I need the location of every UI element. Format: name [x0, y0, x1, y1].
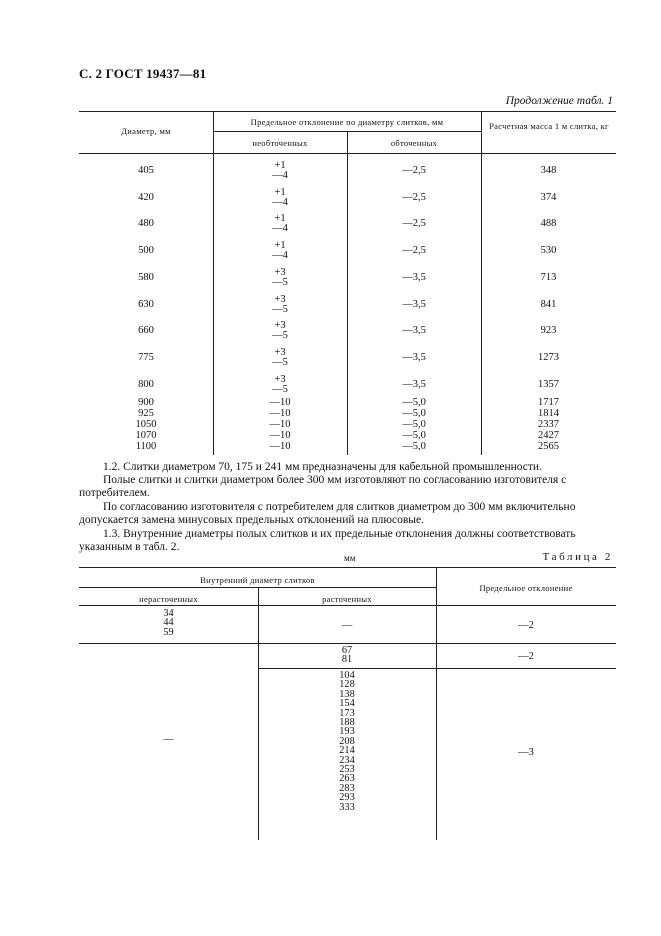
table1-top-rule — [79, 111, 616, 112]
table1-cell-mass: 1814 — [538, 408, 559, 419]
table2-value-bored: 208 — [339, 735, 355, 747]
table1-sub-unturned: необточенных — [252, 138, 308, 148]
table1-col-diameter: Диаметр, мм — [121, 126, 171, 136]
table2-col-inner: Внутренний диаметр слитков — [200, 575, 315, 585]
paragraph-1-2: 1.2. Слитки диаметром 70, 175 и 241 мм предназначены для кабельной промышленности. — [103, 461, 542, 473]
table1-cell-mass: 923 — [540, 325, 557, 337]
table1-cell-dev-lower: —4 — [272, 170, 288, 181]
table2-group1-unbored — [79, 609, 258, 637]
paragraph-agreement: По согласованию изготовителя с потребителем для слитков диаметром до 300 мм включительно допускается замена минусовых предельных отклонений на плюсовые. — [79, 501, 576, 526]
table1-cell-turned: —5,0 — [402, 441, 426, 452]
table2-value-bored: 104 — [339, 670, 355, 681]
paragraph-1-3: 1.3. Внутренние диаметры полых слитков и их предельные отклонения должны соответствовать указанным в табл. 2. — [79, 528, 576, 553]
table1-cell-turned: —3,5 — [402, 325, 426, 337]
table1-cell-diameter: 1070 — [135, 430, 157, 441]
table1-cell-mass: 2337 — [538, 419, 559, 430]
paragraph-hollow-ingots: Полые слитки и слитки диаметром более 300 мм изготовляют по согласованию изготовителя с потребителем. — [79, 474, 567, 499]
table2-unit: мм — [344, 553, 356, 563]
table1-cell-dev-upper: +1 — [274, 213, 286, 225]
table1-cell-diameter: 405 — [138, 165, 154, 176]
table2-col-divider-2 — [436, 567, 437, 840]
table1-cell-turned: —2,5 — [402, 218, 426, 230]
table2-sub-bored: расточенных — [322, 594, 372, 604]
table2-value-bored: 188 — [339, 717, 355, 729]
table2-row-rule-1 — [79, 643, 616, 644]
table1-cell-diameter: 420 — [138, 191, 154, 203]
table2-value-unbored: 34 — [163, 608, 174, 619]
table1-cell-dev-upper: +1 — [274, 186, 286, 198]
table1-cell-turned: —5,0 — [402, 397, 426, 408]
table1-cell-diameter: 630 — [138, 298, 154, 310]
table1-cell-dev-lower: —5 — [272, 383, 288, 395]
table2-value-bored: 263 — [339, 773, 355, 785]
table2-value-bored: 138 — [339, 688, 355, 700]
table1-cell-dev: —10 — [269, 408, 291, 419]
table2-value-bored: 234 — [339, 754, 355, 766]
table1-cell-diameter: 580 — [138, 271, 154, 283]
table1-cell-diameter: 480 — [138, 218, 154, 230]
table1-cell-dev-upper: +3 — [274, 373, 286, 385]
table1-col-deviation: Предельное отклонение по диаметру слитков, мм — [250, 117, 444, 127]
table1-cell-turned: —2,5 — [402, 191, 426, 203]
table1-cell-dev-lower: —4 — [272, 196, 288, 208]
table1-cell-diameter: 660 — [138, 325, 154, 337]
table1-cell-mass: 2427 — [538, 430, 559, 441]
table1-cell-diameter: 800 — [138, 378, 154, 390]
table1-col-mass: Расчетная масса 1 м слитка, кг — [489, 121, 609, 131]
table1-cell-turned: —5,0 — [402, 419, 426, 430]
table2-value-bored: 214 — [339, 745, 355, 757]
table2-header-rule — [79, 605, 616, 606]
table1-cell-dev-lower: —5 — [272, 330, 288, 342]
table1-cell-turned: —3,5 — [402, 298, 426, 310]
table1-cell-dev: —10 — [269, 441, 291, 452]
table1-cell-mass: 348 — [540, 165, 557, 176]
table2-value-bored: 333 — [339, 801, 355, 813]
table1-cell-dev-upper: +1 — [274, 160, 286, 171]
table2-group1-bored: — — [341, 620, 353, 631]
table1-cell-diameter: 1050 — [135, 419, 157, 430]
table1-cell-mass: 1717 — [538, 397, 559, 408]
table2-value-bored: 293 — [339, 792, 355, 804]
table2-sub-unbored: нерасточенных — [139, 594, 198, 604]
table1-cell-diameter: 900 — [138, 397, 154, 408]
table1-cell-mass: 1273 — [538, 351, 559, 363]
table1-cell-mass: 841 — [540, 298, 557, 310]
table1-cell-dev-lower: —5 — [272, 303, 288, 315]
table2-value-unbored: 59 — [163, 626, 174, 638]
table2-row-rule-2 — [258, 668, 616, 669]
table2-value-bored: 283 — [339, 782, 355, 794]
table1-cell-turned: —3,5 — [402, 271, 426, 283]
table1-cell-mass: 488 — [540, 218, 557, 230]
table1-cell-dev: —10 — [269, 419, 291, 430]
table2-caption: Таблица 2 — [542, 551, 613, 563]
table2-value-bored: 193 — [339, 726, 355, 738]
table2-col-deviation: Предельное отклонение — [479, 583, 573, 593]
table2-group1-deviation: —2 — [518, 620, 534, 631]
table1-cell-mass: 374 — [540, 191, 557, 203]
table2-value-bored: 173 — [339, 707, 355, 719]
table1-cell-turned: —5,0 — [402, 408, 426, 419]
table1-cell-dev-upper: +3 — [274, 346, 286, 358]
table1-cell-dev-lower: —4 — [272, 223, 288, 235]
table2-top-rule — [79, 567, 616, 568]
table1-cell-dev-upper: +3 — [274, 320, 286, 332]
table2-value-bored: 81 — [341, 654, 353, 666]
table1-cell-dev-upper: +1 — [274, 240, 286, 252]
table1-cell-turned: —5,0 — [402, 430, 426, 441]
table1-cell-turned: —2,5 — [402, 245, 426, 257]
table1-cell-mass: 530 — [540, 245, 557, 257]
table1-cell-dev: —10 — [269, 397, 291, 408]
table2-group2-bored — [258, 646, 436, 665]
table2-group3-unbored: — — [163, 734, 174, 745]
table1-cell-mass: 713 — [540, 271, 557, 283]
page-header: С. 2 ГОСТ 19437—81 — [79, 66, 207, 81]
table2-value-bored: 67 — [341, 645, 353, 656]
table1-cell-turned: —3,5 — [402, 378, 426, 390]
table2-value-unbored: 44 — [163, 617, 174, 629]
table1-cell-mass: 1357 — [538, 378, 559, 390]
table1-cell-turned: —2,5 — [402, 165, 426, 176]
table1-cell-turned: —3,5 — [402, 351, 426, 363]
table1-cell-dev-upper: +3 — [274, 293, 286, 305]
table1-cell-dev: —10 — [269, 430, 291, 441]
table1-cell-mass: 2565 — [538, 441, 559, 452]
table2-value-bored: 253 — [339, 764, 355, 776]
table1-cell-dev-upper: +3 — [274, 266, 286, 278]
table1-cell-dev-lower: —5 — [272, 356, 288, 368]
table2-group3-deviation: —3 — [518, 747, 534, 758]
table2-value-bored: 128 — [339, 679, 355, 691]
table2-group2-deviation: —2 — [518, 651, 534, 662]
table1-cell-diameter: 925 — [138, 408, 154, 419]
table1-sub-turned: обточенных — [390, 138, 438, 148]
table1-cell-diameter: 500 — [138, 245, 154, 257]
table1-cell-diameter: 1100 — [135, 441, 157, 452]
table1-cell-dev-lower: —4 — [272, 250, 288, 262]
table-continuation-label: Продолжение табл. 1 — [505, 95, 613, 107]
table1-cell-dev-lower: —5 — [272, 276, 288, 288]
table2-value-bored: 154 — [339, 698, 355, 710]
table2-group3-bored — [258, 671, 436, 812]
table1-cell-diameter: 775 — [138, 351, 154, 363]
